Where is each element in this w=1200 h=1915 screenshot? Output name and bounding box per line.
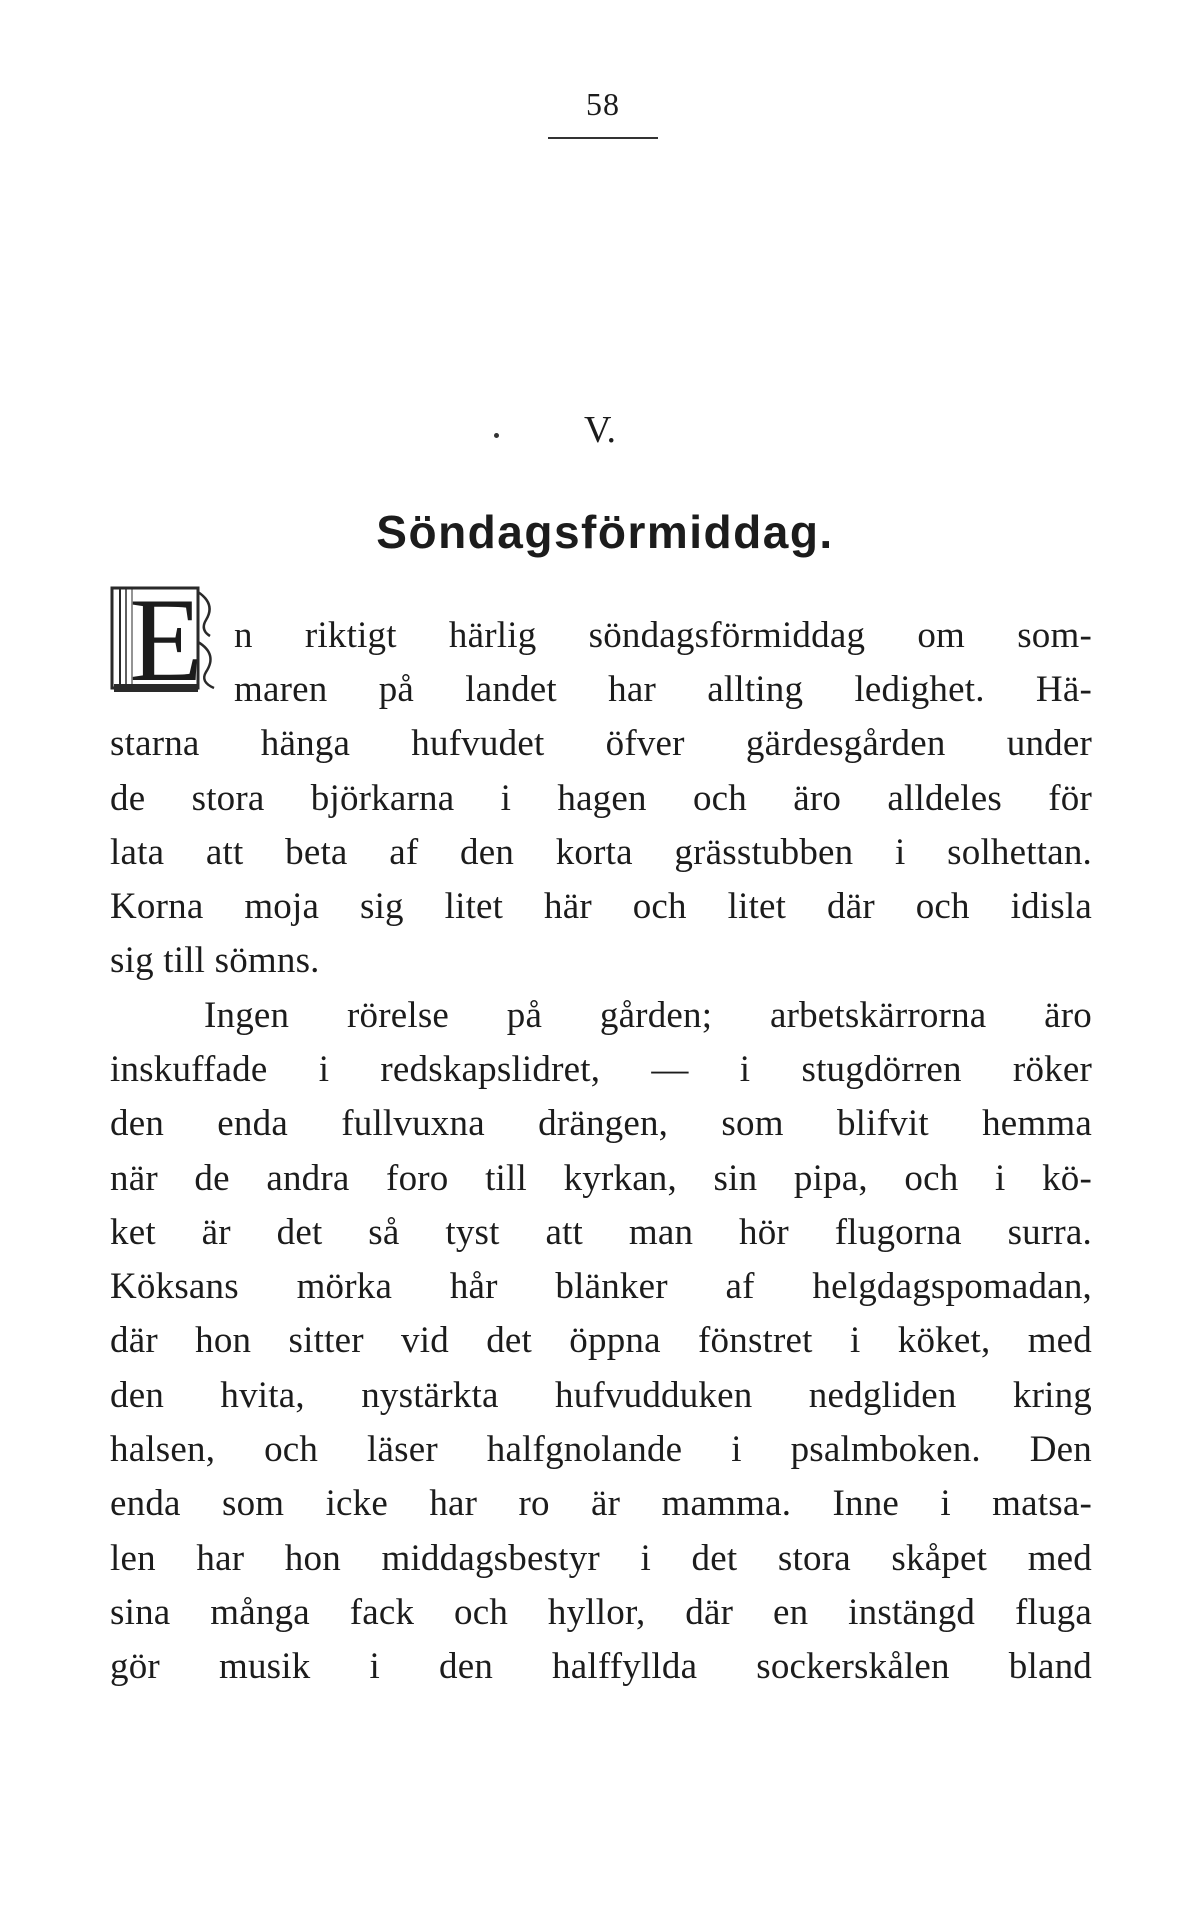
text-line: halsen, och läser halfgnolande i psalmboken. Den (110, 1429, 1092, 1470)
text-line: n riktigt härlig söndagsförmiddag om som- (234, 615, 1092, 656)
text-line: gör musik i den halffyllda sockerskålen bland (110, 1646, 1092, 1687)
chapter-dot (494, 433, 499, 438)
drop-cap-letter: E (129, 573, 203, 706)
text-line: Köksans mörka hår blänker af helgdagspomadan, (110, 1266, 1092, 1307)
text-line: enda som icke har ro är mamma. Inne i matsa- (110, 1483, 1092, 1524)
ornamental-drop-cap-icon (110, 573, 222, 706)
text-line: starna hänga hufvudet öfver gärdesgården under (110, 723, 1092, 764)
text-line: sina många fack och hyllor, där en instängd fluga (110, 1592, 1092, 1633)
text-line: den enda fullvuxna drängen, som blifvit hemma (110, 1103, 1092, 1144)
text-line: Korna moja sig litet här och litet där och idisla (110, 886, 1092, 927)
text-line: inskuffade i redskapslidret, — i stugdörren röker (110, 1049, 1092, 1090)
text-line: sig till sömns. (110, 940, 320, 981)
text-line: Ingen rörelse på gården; arbetskärrorna äro (204, 995, 1092, 1036)
page-number: 58 (586, 86, 620, 122)
text-line: när de andra foro till kyrkan, sin pipa, och i kö- (110, 1158, 1092, 1199)
text-line: den hvita, nystärkta hufvudduken nedgliden kring (110, 1375, 1092, 1416)
text-line: maren på landet har allting ledighet. Hä- (234, 669, 1092, 710)
text-line: de stora björkarna i hagen och äro alldeles för (110, 778, 1092, 819)
page-number-rule (548, 137, 658, 139)
text-line: lata att beta af den korta grässtubben i solhettan. (110, 832, 1092, 873)
chapter-title: Söndagsförmiddag. (376, 506, 834, 558)
chapter-number: V. (583, 409, 617, 451)
text-line: ket är det så tyst att man hör flugorna surra. (110, 1212, 1092, 1253)
text-line: där hon sitter vid det öppna fönstret i köket, med (110, 1320, 1092, 1361)
text-line: len har hon middagsbestyr i det stora skåpet med (110, 1538, 1092, 1579)
